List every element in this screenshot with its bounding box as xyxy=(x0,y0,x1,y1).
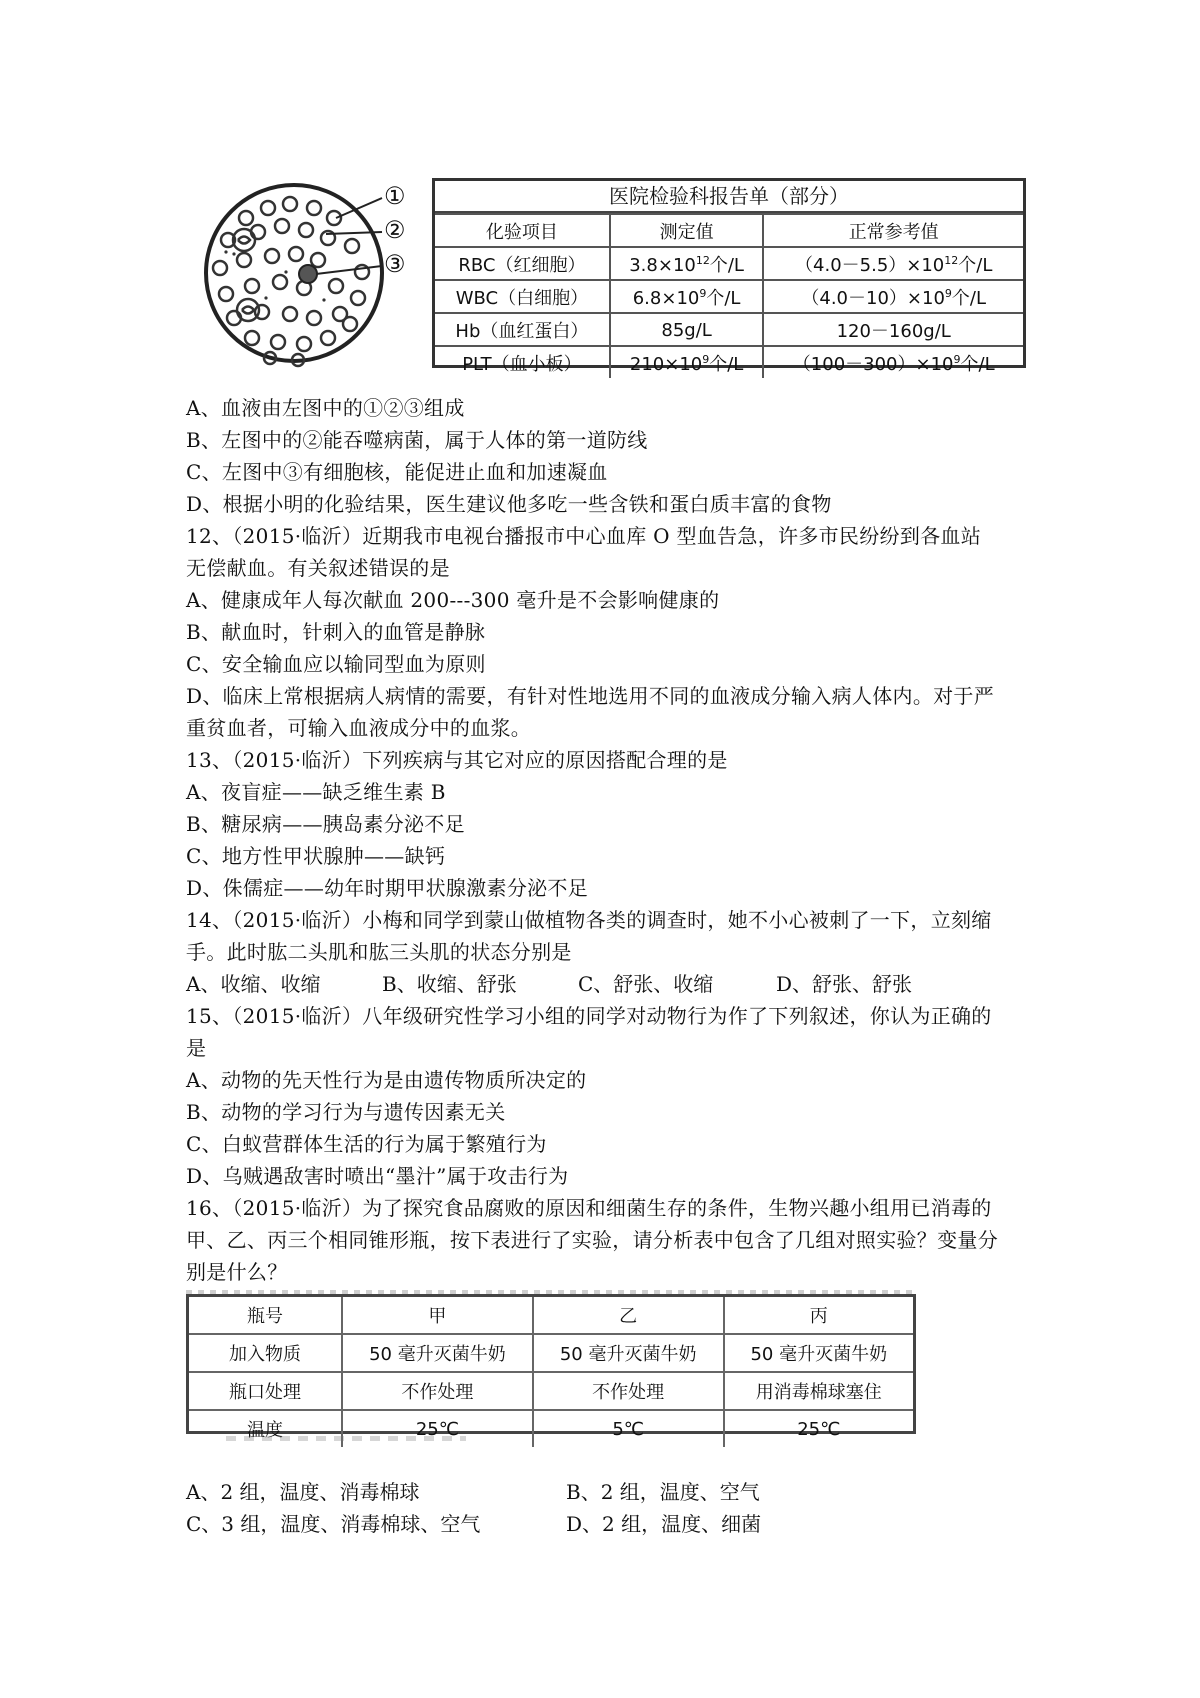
q12-stem-1: 12、（2015·临沂）近期我市电视台播报市中心血库 O 型血告急，许多市民纷纷到各血站 xyxy=(186,524,982,548)
table-row: 瓶号 甲 乙 丙 xyxy=(189,1297,913,1334)
q14-options xyxy=(186,968,1036,1000)
table-row: PLT（血小板） $210\times 10^9$个/L $(100-300)\times 10^9$个/L xyxy=(435,346,1023,378)
q12-option-d: D、临床上常根据病人病情的需要，有针对性地选用不同的血液成分输入病人体内。对于严 xyxy=(186,684,995,708)
q12-option-c: C、安全输血应以输同型血为原则 xyxy=(186,652,486,676)
table-row: WBC（白细胞） $6.8\times 10^9$个/L $(4.0-10)\times 10^9$个/L xyxy=(435,280,1023,313)
q16-option-b: B、2 组，温度、空气 xyxy=(566,1480,760,1504)
q16-option-c: C、3 组，温度、消毒棉球、空气 xyxy=(186,1512,481,1536)
q13-stem: 13、（2015·临沂）下列疾病与其它对应的原因搭配合理的是 xyxy=(186,748,728,772)
q15-option-a: A、动物的先天性行为是由遗传物质所决定的 xyxy=(186,1068,587,1092)
q16-stem-3: 别是什么？ xyxy=(186,1260,288,1284)
label-2: ② xyxy=(384,216,406,244)
q12-stem-2: 无偿献血。有关叙述错误的是 xyxy=(186,556,450,580)
lab-report-table xyxy=(432,178,1026,375)
q11-option-d: D、根据小明的化验结果，医生建议他多吃一些含铁和蛋白质丰富的食物 xyxy=(186,492,832,516)
header-reference: 正常参考值 xyxy=(763,214,1023,247)
header-value: 测定值 xyxy=(610,214,764,247)
q16-options xyxy=(186,1476,1036,1540)
q16-stem-2: 甲、乙、丙三个相同锥形瓶，按下表进行了实验，请分析表中包含了几组对照实验？变量分 xyxy=(186,1228,998,1252)
q14-option-d: D、舒张、舒张 xyxy=(776,972,913,996)
experiment-table xyxy=(186,1294,916,1441)
q13-option-a: A、夜盲症——缺乏维生素 B xyxy=(186,780,446,804)
q16-option-d: D、2 组，温度、细菌 xyxy=(566,1512,762,1536)
q12-option-a: A、健康成年人每次献血 200---300 毫升是不会影响健康的 xyxy=(186,588,720,612)
blood-figure xyxy=(186,168,1026,378)
table-row: RBC（红细胞） $3.8\times 10^{12}$个/L $(4.0-5.5)\times 10^{12}$个/L xyxy=(435,247,1023,280)
table-row: 瓶口处理 不作处理 不作处理 用消毒棉球塞住 xyxy=(189,1372,913,1410)
q14-option-c: C、舒张、收缩 xyxy=(578,972,714,996)
report-title: 医院检验科报告单（部分） xyxy=(435,181,1023,213)
q11-option-a: A、血液由左图中的①②③组成 xyxy=(186,396,465,420)
q11-option-c: C、左图中③有细胞核，能促进止血和加速凝血 xyxy=(186,460,608,484)
q15-option-d: D、乌贼遇敌害时喷出“墨汁”属于攻击行为 xyxy=(186,1164,569,1188)
q15-option-c: C、白蚁营群体生活的行为属于繁殖行为 xyxy=(186,1132,547,1156)
table-row: Hb（血红蛋白） 85g/L 120－160g/L xyxy=(435,313,1023,346)
blood-smear-illustration xyxy=(186,168,406,378)
q16-stem-1: 16、（2015·临沂）为了探究食品腐败的原因和细菌生存的条件，生物兴趣小组用已消毒的 xyxy=(186,1196,992,1220)
q11-option-b: B、左图中的②能吞噬病菌，属于人体的第一道防线 xyxy=(186,428,648,452)
q14-stem-2: 手。此时肱二头肌和肱三头肌的状态分别是 xyxy=(186,940,572,964)
q14-option-a: A、收缩、收缩 xyxy=(186,972,321,996)
table-row: 加入物质 50 毫升灭菌牛奶 50 毫升灭菌牛奶 50 毫升灭菌牛奶 xyxy=(189,1334,913,1372)
q14-stem-1: 14、（2015·临沂）小梅和同学到蒙山做植物各类的调查时，她不小心被刺了一下，立刻缩 xyxy=(186,908,992,932)
scan-artifact xyxy=(226,1436,466,1441)
question-body xyxy=(186,392,1036,1288)
table-row: 温度 25℃ 5℃ 25℃ xyxy=(189,1410,913,1447)
q13-option-d: D、侏儒症——幼年时期甲状腺激素分泌不足 xyxy=(186,876,589,900)
q13-option-b: B、糖尿病——胰岛素分泌不足 xyxy=(186,812,465,836)
label-1: ① xyxy=(384,182,406,210)
label-3: ③ xyxy=(384,250,406,278)
q13-option-c: C、地方性甲状腺肿——缺钙 xyxy=(186,844,446,868)
q15-option-b: B、动物的学习行为与遗传因素无关 xyxy=(186,1100,506,1124)
q15-stem-1: 15、（2015·临沂）八年级研究性学习小组的同学对动物行为作了下列叙述，你认为正确的 xyxy=(186,1004,992,1028)
q12-option-d-cont: 重贫血者，可输入血液成分中的血浆。 xyxy=(186,716,532,740)
header-item: 化验项目 xyxy=(435,214,610,247)
q14-option-b: B、收缩、舒张 xyxy=(382,972,517,996)
q15-stem-2: 是 xyxy=(186,1036,207,1060)
q12-option-b: B、献血时，针刺入的血管是静脉 xyxy=(186,620,486,644)
q16-option-a: A、2 组，温度、消毒棉球 xyxy=(186,1480,420,1504)
